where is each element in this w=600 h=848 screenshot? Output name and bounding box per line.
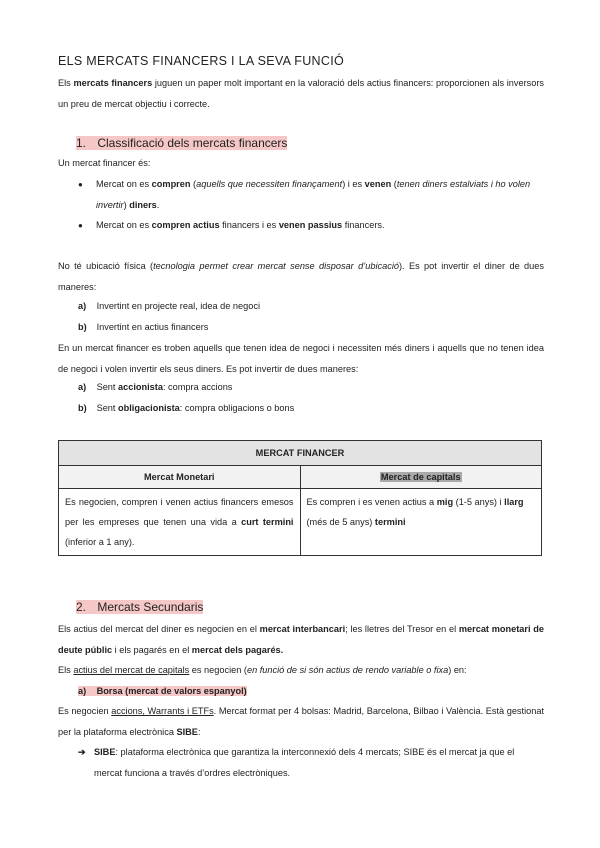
borsa-subheading: a) Borsa (mercat de valors espanyol) [78, 686, 247, 696]
section-1-paragraph-2: En un mercat financer es troben aquells que tenen idea de negoci i necessiten més diners i aquells que no tenen idea de negoci i volen invertir els seus diners. Es pot invertir de dues maneres: [58, 343, 544, 374]
section-2-paragraph-1: Els actius del mercat del diner es negocien en el mercat interbancari; les lletres del Tresor en el mercat monetari de deute públic i els pagarés en el mercat dels pagarés. [58, 624, 545, 655]
column-header-capitals: Mercat de capitals [300, 466, 542, 489]
ubicacio-paragraph: No té ubicació física (tecnologia permet crear mercat sense disposar d’ubicació). Es pot invertir el diner de dues maneres: [58, 261, 544, 292]
list-item: b) Sent obligacionista: compra obligacions o bons [78, 403, 295, 413]
section-2-paragraph-2: Els actius del mercat de capitals es negocien (en funció de si són actius de rendo variable o fixa) en: [58, 665, 467, 675]
list-item: a) Invertint en projecte real, idea de negoci [78, 301, 260, 311]
section-1-lead: Un mercat financer és: [58, 158, 151, 168]
list-item: b) Invertint en actius financers [78, 322, 209, 332]
page-title: ELS MERCATS FINANCERS I LA SEVA FUNCIÓ [58, 54, 344, 68]
section-2-paragraph-3: Es negocien accions, Warrants i ETFs. Mercat format per 4 bolsas: Madrid, Barcelona, Bilbao i València. Està gestionat per la plataforma electrònica SIBE: [58, 706, 545, 737]
column-header-monetari: Mercat Monetari [59, 466, 301, 489]
arrow-right-icon: ➔ [78, 747, 86, 757]
bullet-icon: ● [78, 180, 83, 189]
mercat-financer-table [58, 440, 542, 556]
table-cell-monetari: Es negocien, compren i venen actius financers emesos per les empreses que tenen una vida a curt termini (inferior a 1 any). [59, 489, 301, 556]
intro-paragraph: Els mercats financers juguen un paper molt important en la valoració dels actius financers: proporcionen als inversors un preu de mercat objectiu i correcte. [58, 78, 544, 109]
bullet-icon: ● [78, 221, 83, 230]
list-item: a) Sent accionista: compra accions [78, 382, 233, 392]
table-cell-capitals: Es compren i es venen actius a mig (1-5 anys) i llarg (més de 5 anys) termini [300, 489, 542, 556]
table-header: MERCAT FINANCER [59, 441, 542, 466]
section-1-heading: 1. Classificació dels mercats financers [76, 136, 288, 150]
section-2-heading: 2. Mercats Secundaris [76, 600, 204, 614]
